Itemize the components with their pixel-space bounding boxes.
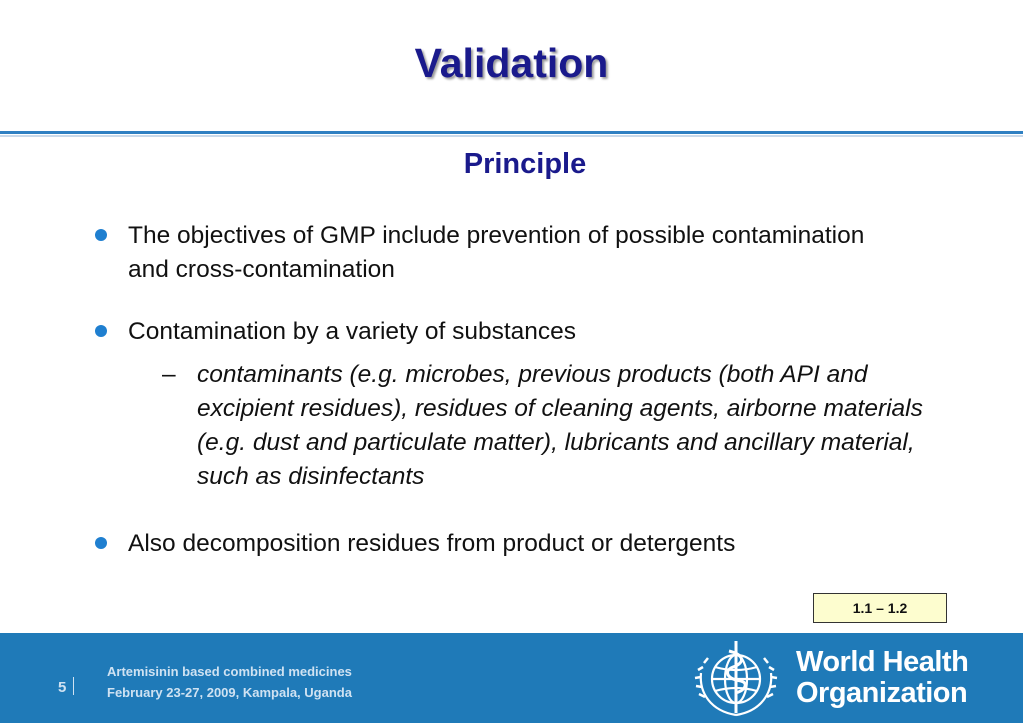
who-wordmark-line1: World Health bbox=[796, 646, 969, 678]
title-divider-shadow bbox=[0, 135, 1023, 137]
reference-box: 1.1 – 1.2 bbox=[813, 593, 947, 623]
footer-event-title: Artemisinin based combined medicines bbox=[107, 664, 352, 679]
page-separator bbox=[73, 677, 74, 695]
round-bullet-icon bbox=[95, 229, 107, 241]
who-emblem-icon bbox=[693, 637, 779, 719]
footer-event-info bbox=[107, 661, 352, 703]
sub-bullet-text: contaminants (e.g. microbes, previous products (both API and excipient residues), residues of cleaning agents, airborne materials (e.g. dust and particulate matter), lubricants and ancillary material, such as disinfectants bbox=[197, 361, 923, 490]
footer-bar bbox=[0, 633, 1023, 723]
who-wordmark bbox=[796, 647, 968, 709]
slide-subtitle: Principle bbox=[463, 148, 587, 180]
bullet-text: Contamination by a variety of substances bbox=[128, 318, 577, 345]
round-bullet-icon bbox=[95, 325, 107, 337]
slide-title: Validation bbox=[414, 40, 609, 86]
dash-bullet: – bbox=[162, 361, 176, 388]
who-wordmark-line2: Organization bbox=[796, 677, 968, 709]
page-number: 5 bbox=[58, 679, 67, 696]
bullet-text: The objectives of GMP include prevention of possible contamination and cross-contamination bbox=[128, 222, 865, 283]
title-divider bbox=[0, 131, 1023, 134]
footer-event-date: February 23-27, 2009, Kampala, Uganda bbox=[107, 685, 352, 700]
round-bullet-icon bbox=[95, 537, 107, 549]
bullet-text: Also decomposition residues from product or detergents bbox=[128, 530, 736, 557]
